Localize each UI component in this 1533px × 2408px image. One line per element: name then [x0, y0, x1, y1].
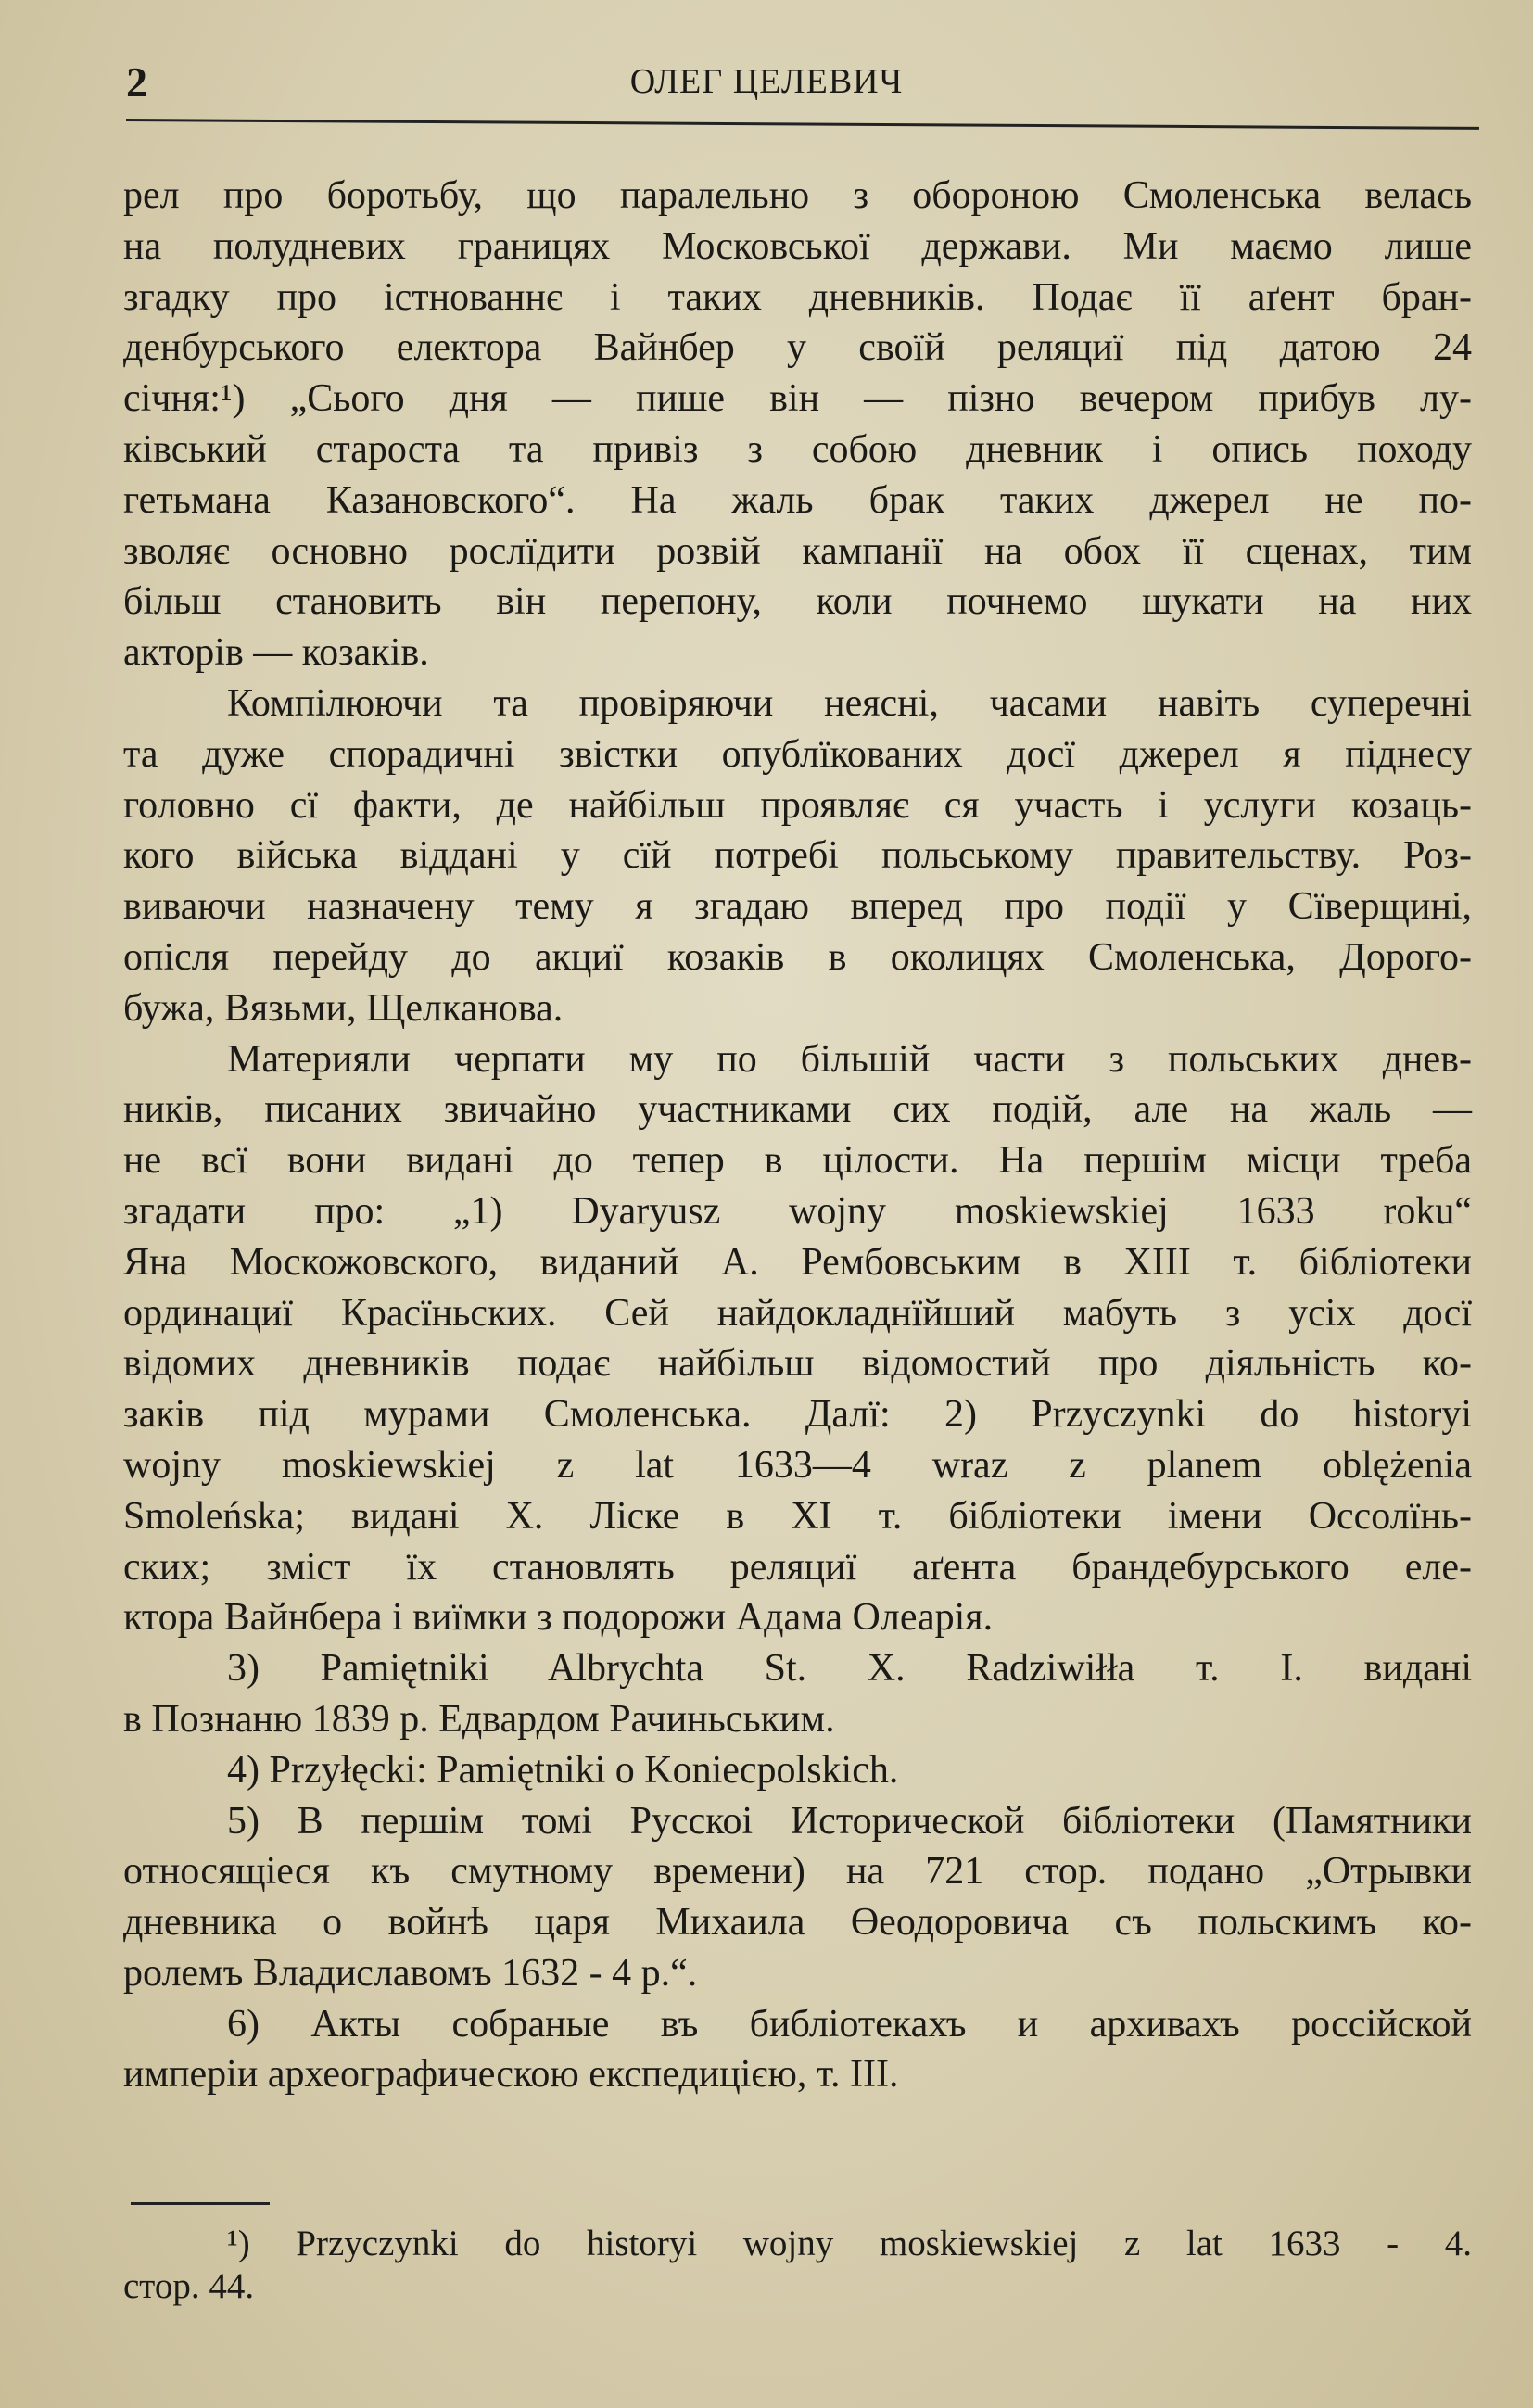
text-line: Яна Москожовского, виданий А. Рембовським в XIII т. бібліотеки	[123, 1240, 1472, 1284]
text-line: ників, писаних звичайно участниками сих подій, але на жаль —	[123, 1088, 1472, 1132]
text-line: акторів — козаків.	[123, 631, 429, 675]
text-line: не всї вони видані до тепер в цілости. На першім місци треба	[123, 1139, 1472, 1183]
footnote-line: стор. 44.	[123, 2266, 255, 2306]
text-line: ківський староста та привіз з собою дневник і опись походу	[123, 427, 1472, 471]
text-line: ролемъ Владиславомъ 1632 - 4 р.“.	[123, 1951, 698, 1995]
text-line: wojny moskiewskiej z lat 1633—4 wraz z planem oblężenia	[123, 1443, 1472, 1487]
text-line: відомих дневників подає найбільш відомостий про діяльність ко-	[123, 1342, 1472, 1386]
paragraph	[123, 1796, 1472, 1999]
text-line: ординациї Красїньских. Сей найдокладнїйший мабуть з усіх досї	[123, 1291, 1472, 1335]
paragraph	[123, 678, 1472, 1034]
text-line: ктора Вайнбера і виїмки з подорожи Адама Олеарія.	[123, 1596, 994, 1640]
text-line: в Познаню 1839 р. Едвардом Рачиньським.	[123, 1697, 835, 1741]
text-line: січня:¹) „Сього дня — пише він — пізно вечером прибув лу-	[123, 377, 1472, 421]
paragraph	[123, 1034, 1472, 1644]
text-line: 4) Przyłęcki: Pamiętniki o Koniecpolskich.	[227, 1748, 899, 1792]
footnote	[123, 2223, 1472, 2308]
text-line: 3) Pamiętniki Albrychta St. X. Radziwiłła т. I. видані	[227, 1647, 1472, 1691]
text-line: згадати про: „1) Dyaryusz wojny moskiewskiej 1633 roku“	[123, 1189, 1472, 1233]
text-line: згадку про істнованнє і таких дневників. Подає її аґент бран-	[123, 275, 1472, 319]
running-title: ОЛЕГ ЦЕЛЕВИЧ	[629, 62, 904, 101]
text-line: 5) В першім томі Русскоі Исторической бібліотеки (Памятники	[227, 1799, 1472, 1843]
text-line: на полудневих границях Московської держави. Ми маємо лише	[123, 224, 1472, 268]
paragraph	[123, 1999, 1472, 2101]
text-line: головно сї факти, де найбільш проявляє ся участь і услуги козаць-	[123, 783, 1472, 827]
text-line: имперіи археографическою експедицією, т. III.	[123, 2053, 899, 2097]
text-line: Smoleńska; видані X. Ліске в XI т. бібліотеки імени Оссолїнь-	[123, 1494, 1472, 1538]
body-text	[123, 171, 1472, 2100]
text-line: рел про боротьбу, що паралельно з обороною Смоленська велась	[123, 174, 1472, 217]
footnote-separator	[131, 2202, 270, 2205]
text-line: 6) Акты собраные въ библіотекахъ и архивахъ россійской	[227, 2002, 1472, 2046]
header-rule	[126, 119, 1479, 130]
footnote-line: ¹) Przyczynki do historyi wojny moskiewskiej z lat 1633 - 4.	[227, 2224, 1472, 2263]
text-line: та дуже спорадичні звістки опублїкованих досї джерел я піднесу	[123, 732, 1472, 776]
text-line: относящіеся къ смутному времени) на 721 стор. подано „Отрывки	[123, 1850, 1472, 1894]
text-line: опісля перейду до акциї козаків в околицях Смоленська, Дорого-	[123, 935, 1472, 979]
paragraph	[123, 171, 1472, 678]
text-line: заків під мурами Смоленська. Далї: 2) Przyczynki do historyi	[123, 1393, 1472, 1437]
text-line: ских; зміст їх становлять реляциї аґента брандебурського еле-	[123, 1545, 1472, 1589]
text-line: денбурського електора Вайнбер у своїй реляциї під датою 24	[123, 326, 1472, 370]
text-line: Материяли черпати му по більшій части з польських днев-	[227, 1037, 1472, 1081]
text-line: гетьмана Казановского“. На жаль брак таких джерел не по-	[123, 478, 1472, 522]
text-line: виваючи назначену тему я згадаю вперед про події у Сїверщині,	[123, 885, 1472, 929]
paragraph	[123, 1745, 1472, 1796]
paragraph	[123, 1643, 1472, 1745]
text-line: зволяє основно рослїдити розвій кампанії на обох її сценах, тим	[123, 529, 1472, 573]
text-line: Компілюючи та провіряючи неясні, часами навіть суперечні	[227, 681, 1472, 725]
text-line: кого війська віддані у сїй потребі польському правительству. Роз-	[123, 834, 1472, 878]
text-line: більш становить він перепону, коли почнемо шукати на них	[123, 580, 1472, 624]
text-line: бужа, Вязьми, Щелканова.	[123, 986, 564, 1030]
page-number: 2	[126, 58, 147, 106]
text-line: дневника о войнѣ царя Михаила Өеодоровича съ польскимъ ко-	[123, 1901, 1472, 1945]
